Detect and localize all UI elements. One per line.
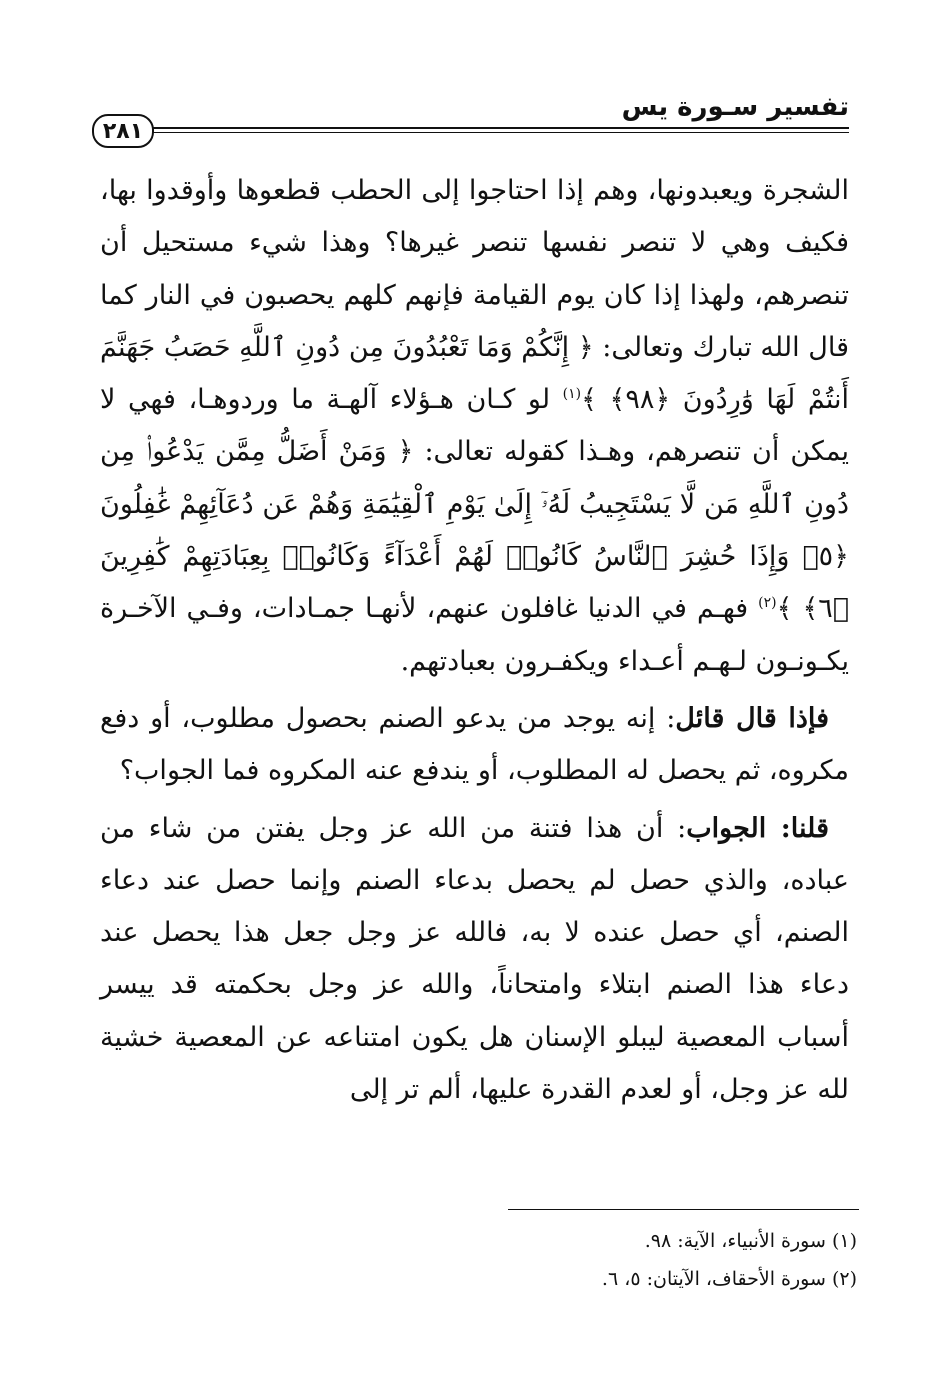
body-text-run: الشجرة ويعبدونها، وهم إذا احتاجوا إلى الحطب قطعوها وأوقدوا بها، فكيف وهي لا تنصر نفسها تنصر غيرها؟ وهذا شيء مستحيل أن تنصرهم، ولهذا إذا كان يوم القيامة فإنهم كلهم يحصبون في النار كما قال الله تبارك وتعالى: xyxy=(100,175,849,363)
footnote-2: (٢) سورة الأحقاف، الآيتان: ٥، ٦. xyxy=(601,1268,857,1290)
body-text-run: فهـم في الدنيا غافلون عنهم، لأنهـا جمـادات، وفـي الآخـرة يكـونـون لـهـم أعـداء ويكفـرون بعبادتهم. xyxy=(100,593,849,677)
paragraph xyxy=(100,803,849,1117)
body-text-run: : إنه يوجد من يدعو الصنم بحصول مطلوب، أو دفع مكروه، ثم يحصل له المطلوب، أو يندفع عنه المكروه فما الجواب؟ xyxy=(100,702,849,787)
footnote-reference: (٢) xyxy=(758,595,777,612)
footnotes xyxy=(100,1222,857,1298)
quran-verse: ﴿ إِنَّكُمْ وَمَا تَعْبُدُونَ مِن دُونِ ٱللَّهِ حَصَبُ جَهَنَّمَ أَنتُمْ لَهَا وَٰرِدُونَ ﴿٩٨﴾ ﴾ xyxy=(100,331,849,416)
header-rule xyxy=(145,127,849,133)
footnote-rule xyxy=(508,1209,859,1210)
main-text xyxy=(100,165,849,1116)
paragraph xyxy=(100,693,849,798)
body-text-run: : أن هذا فتنة من الله عز وجل يفتن من شاء من عباده، والذي حصل لم يحصل بدعاء الصنم وإنما حصل عند دعاء الصنم، أي حصل عنده لا به، فالله عز وجل جعل هذا يحصل عند دعاء هذا الصنم ابتلاء وامتحاناً، والله عز وجل بحكمته قد ييسر أسباب المعصية ليبلو الإسنان هل يكون امتناعه عن المعصية خشية لله عز وجل، أو لعدم القدرة عليها، ألم تر إلى xyxy=(100,812,849,1106)
page-number: ٢٨١ xyxy=(92,114,154,148)
footnote-1: (١) سورة الأنبياء، الآية: ٩٨. xyxy=(644,1230,857,1252)
bold-lead: فإذا قال قائل xyxy=(675,702,829,734)
running-header-title: تفسير سـورة يس xyxy=(621,92,849,122)
quran-verse: ﴿ وَمَنْ أَضَلُّ مِمَّن يَدْعُوا۟ مِن دُونِ ٱللَّهِ مَن لَّا يَسْتَجِيبُ لَهُۥٓ إِلَىٰ يَوْمِ ٱلْقِيَٰمَةِ وَهُمْ عَن دُعَآئِهِمْ غَٰفِلُونَ ﴿٥﴾ وَإِذَا حُشِرَ ٱلنَّاسُ كَانُوا۟ لَهُمْ أَعْدَآءً وَكَانُوا۟ بِعِبَادَتِهِمْ كَٰفِرِينَ ﴿٦﴾ ﴾ xyxy=(100,436,849,625)
paragraph xyxy=(100,165,849,688)
bold-lead: قلنا: الجواب xyxy=(686,812,829,844)
footnote-reference: (١) xyxy=(562,386,582,403)
body-text-run: لو كـان هـؤلاء آلهـة ما وردوهـا، فهي لا يمكن أن تنصرهم، وهـذا كقوله تعالى: xyxy=(100,384,849,468)
